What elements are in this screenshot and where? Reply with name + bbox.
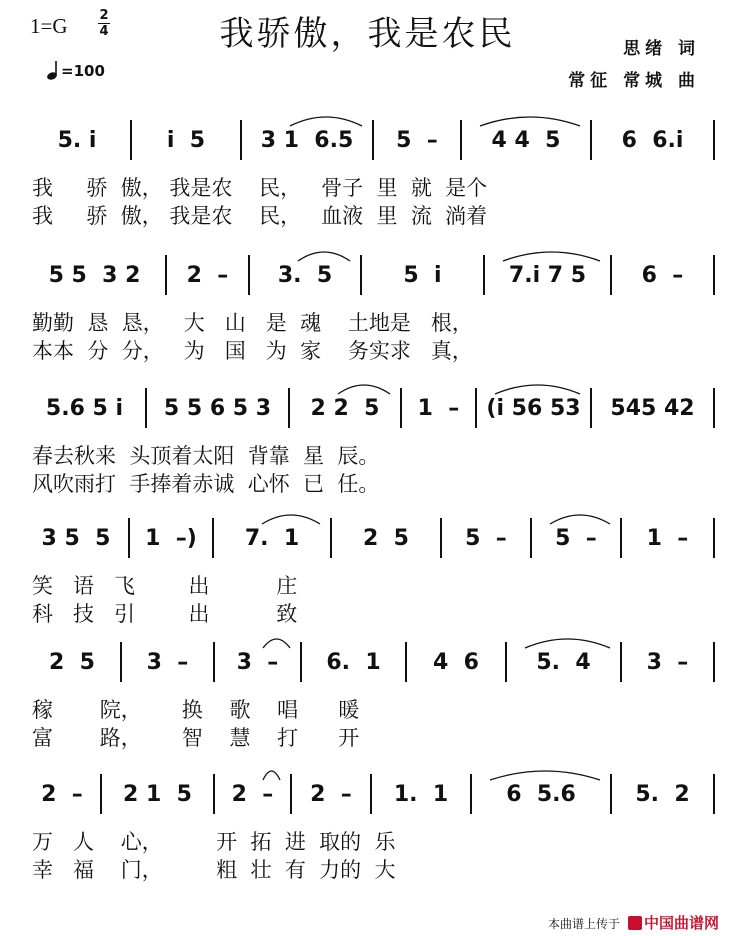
measure-notes: 1 – (646, 526, 689, 551)
measure-notes: 2 2 5 (310, 396, 380, 421)
slur-marks (0, 760, 735, 800)
measure-notes: 3 – (236, 650, 279, 675)
measure-notes: 2 – (41, 782, 83, 807)
song-title: 我骄傲，我是农民 (219, 14, 516, 54)
slur-arc (298, 252, 350, 261)
lyric-line-2: 幸 福 门， 粗 壮 有 力的 大 (32, 858, 396, 882)
lyricist-credit: 思绪 词 (623, 39, 700, 59)
measure-notes: 5 5 3 2 (48, 263, 141, 288)
measure-notes: 4 6 (433, 650, 479, 675)
time-signature-bottom: 4 (99, 24, 109, 39)
slur-arc (525, 639, 610, 648)
measure-notes: 5 i (403, 263, 442, 288)
quarter-note-icon (46, 60, 60, 80)
slur-arc (480, 117, 580, 126)
slur-marks (0, 241, 735, 281)
measure-notes: 7. 1 (244, 526, 300, 551)
lyric-line-1: 万 人 心， 开 拓 进 取的 乐 (32, 830, 396, 854)
measure-notes: 4 4 5 (491, 128, 561, 153)
measure-notes: 1 – (417, 396, 460, 421)
upload-label: 本曲谱上传于 (548, 917, 621, 931)
slur-arc (338, 385, 390, 394)
slur-arc (503, 252, 600, 261)
measure-notes: 3 – (646, 650, 689, 675)
slur-arc (550, 515, 610, 524)
tempo-marking (46, 60, 105, 80)
measure-notes: 2 – (310, 782, 352, 807)
measure-notes: 2 – (231, 782, 274, 807)
measure-notes: 3 5 5 (41, 526, 111, 551)
measure-notes: 3 – (146, 650, 189, 675)
measure-notes: 2 5 (363, 526, 409, 551)
measure-notes: 2 5 (49, 650, 95, 675)
measure-notes: 6 – (641, 263, 684, 288)
measure-notes: 6 5.6 (506, 782, 576, 807)
measure-notes: 5.6 5 i (45, 396, 124, 421)
measure-notes: 1 –) (145, 526, 197, 551)
measure-notes: 3. 5 (277, 263, 333, 288)
site-name: 中国曲谱网 (644, 914, 720, 932)
lyric-line-2: 富 路， 智 慧 打 开 (32, 726, 360, 750)
measure-notes: 1. 1 (393, 782, 449, 807)
lyric-line-1: 勤勤 恳 恳， 大 山 是 魂 土地是 根， (32, 311, 473, 335)
measure-notes: 5 5 6 5 3 (163, 396, 272, 421)
lyric-line-2: 我 骄 傲， 我是农 民， 血液 里 流 淌着 (32, 204, 488, 228)
measure-notes: i 5 (166, 128, 206, 153)
lyric-line-2: 风吹雨打 手捧着赤诚 心怀 已 任。 (32, 472, 380, 496)
slur-marks (0, 504, 735, 544)
time-signature-top: 2 (99, 8, 109, 23)
measure-notes: 5. 2 (635, 782, 690, 807)
measure-notes: (i 56 53 (486, 396, 581, 421)
measure-notes: 5. i (57, 128, 97, 153)
measure-notes: 5 – (396, 128, 438, 153)
slur-arc (495, 385, 580, 394)
slur-arc (490, 771, 600, 780)
measure-notes: 2 – (186, 263, 229, 288)
lyric-line-1: 我 骄 傲， 我是农 民， 骨子 里 就 是个 (32, 176, 488, 200)
measure-notes: 3 1 6.5 (260, 128, 354, 153)
lyric-line-2: 科 技 引 出 致 (32, 602, 298, 626)
measure-notes: 6. 1 (326, 650, 381, 675)
site-logo (628, 912, 719, 933)
slur-arc (263, 771, 280, 780)
lyric-line-2: 本本 分 分， 为 国 为 家 务实求 真， (32, 339, 473, 363)
measure-notes: 545 42 (610, 396, 695, 421)
lyric-line-1: 稼 院， 换 歌 唱 暖 (32, 698, 360, 722)
lyric-line-1: 笑 语 飞 出 庄 (32, 574, 298, 598)
measure-notes: 5 – (555, 526, 597, 551)
measure-notes: 2 1 5 (123, 782, 192, 807)
slur-arc (262, 515, 320, 524)
slur-marks (0, 106, 735, 146)
slur-marks (0, 374, 735, 414)
slur-marks (0, 628, 735, 668)
site-logo-icon (628, 916, 642, 930)
slur-arc (290, 117, 362, 126)
measure-notes: 5. 4 (536, 650, 591, 675)
tempo-value: =100 (61, 62, 105, 80)
composer-credit: 常征 常城 曲 (568, 71, 700, 91)
measure-notes: 7.i 7 5 (508, 263, 587, 288)
measure-notes: 5 – (465, 526, 507, 551)
key-signature: 1=G (30, 14, 68, 38)
slur-arc (263, 639, 290, 648)
measure-notes: 6 6.i (621, 128, 684, 153)
lyric-line-1: 春去秋来 头顶着太阳 背靠 星 辰。 (32, 444, 380, 468)
